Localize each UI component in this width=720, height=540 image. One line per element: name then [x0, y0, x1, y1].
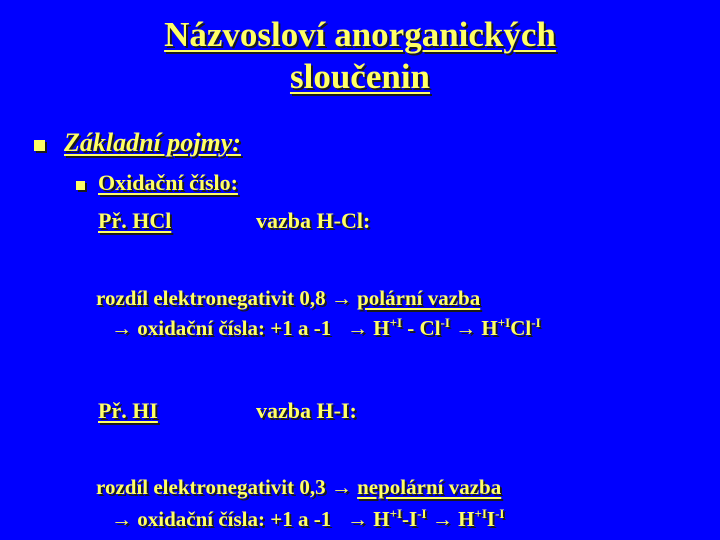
slide-title: [0, 14, 720, 98]
example-hi-label: Př. HI: [98, 398, 158, 423]
example-hcl-bond: vazba H-Cl:: [256, 208, 371, 233]
hi-nonpolar-bond-text: nepolární vazba: [357, 475, 502, 499]
hcl-difference-text: rozdíl elektronegativit 0,8 →: [96, 286, 358, 310]
hcl-electronegativity-line: [96, 286, 480, 311]
example-hcl-label: Př. HCl: [98, 208, 172, 233]
bullet-oxidacni-cislo: Oxidační číslo:: [98, 170, 238, 195]
title-line-1: Názvosloví anorganických: [164, 15, 556, 54]
square-bullet-icon: [34, 140, 45, 151]
hcl-oxidation-line: → oxidační čísla: +1 a $-1 \to H^{+I} - Cl^{-I} \to H^{+I}Cl^{-I}$: [111, 315, 541, 340]
square-bullet-icon: [76, 181, 85, 190]
title-line-2: sloučenin: [289, 57, 431, 96]
hi-electronegativity-line: [96, 475, 501, 500]
bullet-zakladni-pojmy: Základní pojmy:: [64, 128, 241, 157]
hi-difference-text: rozdíl elektronegativit 0,3 →: [96, 475, 358, 499]
hi-oxidation-line: → oxidační čísla: +1 a $-1 \to H^{+I}-I^{-I} \to H^{+I}I^{-I}$: [111, 506, 505, 531]
example-hi-bond: vazba H-I:: [256, 398, 357, 423]
hcl-polar-bond-text: polární vazba: [357, 286, 481, 310]
